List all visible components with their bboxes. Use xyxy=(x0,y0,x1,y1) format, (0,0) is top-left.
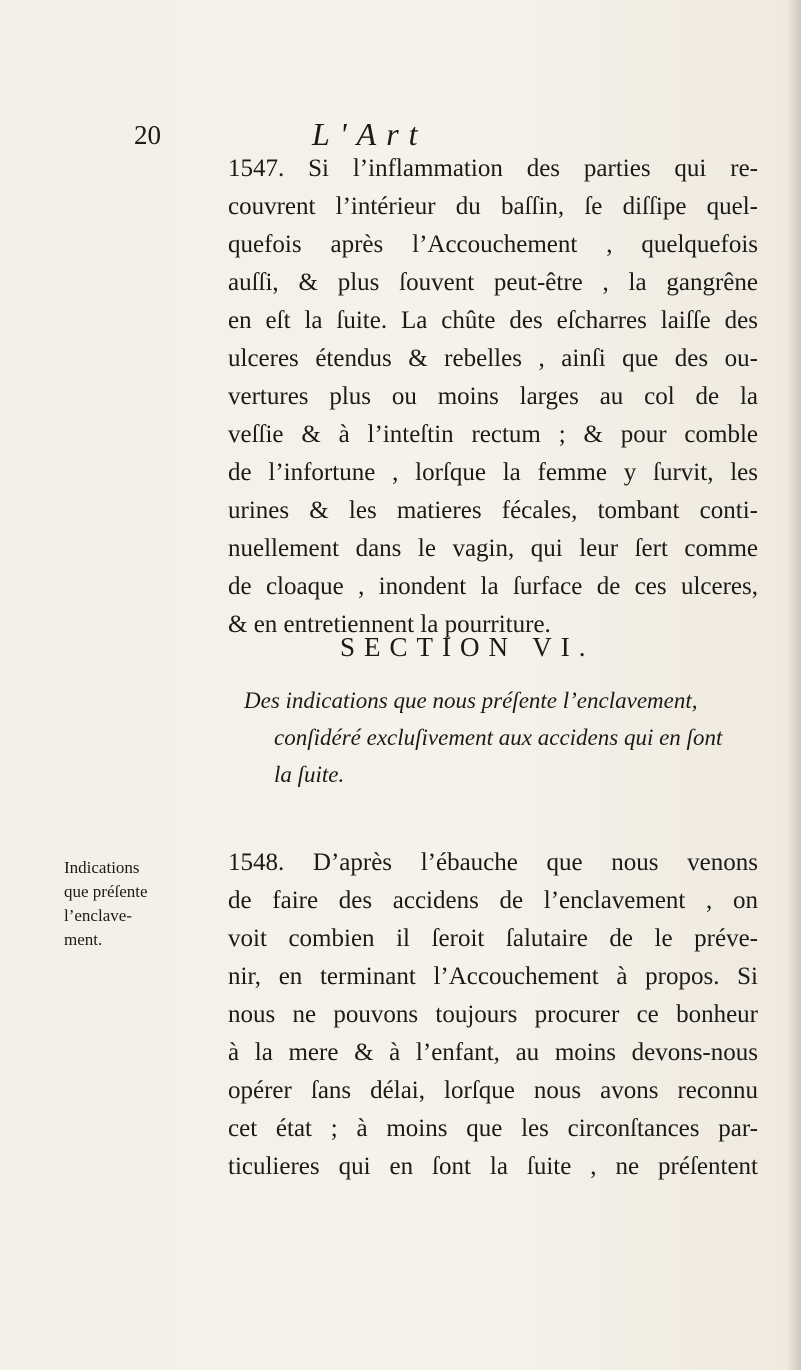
text-line: auſſi, & plus ſouvent peut-être , la gangrêne xyxy=(228,269,758,296)
text-line: couvrent l’intérieur du baſſin, ſe diſſipe quel- xyxy=(228,193,758,220)
text-line: ticulieres qui en ſont la ſuite , ne préſentent xyxy=(228,1153,758,1180)
text-line: de cloaque , inondent la ſurface de ces ulceres, xyxy=(228,573,758,600)
text-line: & en entretiennent la pourriture. xyxy=(228,611,551,638)
text-line: nous ne pouvons toujours procurer ce bonheur xyxy=(228,1001,758,1028)
page-number: 20 xyxy=(134,120,161,150)
text-line: vertures plus ou moins larges au col de la xyxy=(228,383,758,410)
text-line: urines & les matieres fécales, tombant conti- xyxy=(228,497,758,524)
text-line: cet état ; à moins que les circonſtances par- xyxy=(228,1115,758,1142)
text-line: en eſt la ſuite. La chûte des eſcharres laiſſe des xyxy=(228,307,758,334)
section-subtitle xyxy=(244,682,754,793)
text-line: de faire des accidens de l’enclavement , on xyxy=(228,887,758,914)
page-edge-shadow xyxy=(787,0,801,1370)
margin-note-line: Indications xyxy=(64,858,140,877)
paragraph-1547 xyxy=(228,150,758,644)
margin-note xyxy=(64,856,204,952)
margin-note-line: l’enclave- xyxy=(64,906,132,925)
text-line: à la mere & à l’enfant, au moins devons-nous xyxy=(228,1039,758,1066)
text-line: de l’infortune , lorſque la femme y ſurvit, les xyxy=(228,459,758,486)
section-heading: SECTION VI. xyxy=(340,632,595,662)
text-line: opérer ſans délai, lorſque nous avons reconnu xyxy=(228,1077,758,1104)
margin-note-line: ment. xyxy=(64,930,103,949)
text-line: 1548. D’après l’ébauche que nous venons xyxy=(228,849,758,876)
subtitle-line: la ſuite. xyxy=(274,762,345,787)
margin-note-line: que préſente xyxy=(64,882,148,901)
running-title: L'Art xyxy=(312,116,428,152)
text-line: nuellement dans le vagin, qui leur ſert comme xyxy=(228,535,758,562)
subtitle-line: conſidéré excluſivement aux accidens qui en ſont xyxy=(274,725,723,750)
text-line: quefois après l’Accouchement , quelquefois xyxy=(228,231,758,258)
text-line: nir, en terminant l’Accouchement à propos. Si xyxy=(228,963,758,990)
text-line: veſſie & à l’inteſtin rectum ; & pour comble xyxy=(228,421,758,448)
text-line: voit combien il ſeroit ſalutaire de le préve- xyxy=(228,925,758,952)
text-line: 1547. Si l’inflammation des parties qui re- xyxy=(228,155,758,182)
paragraph-1548 xyxy=(228,844,758,1186)
text-line: ulceres étendus & rebelles , ainſi que des ou- xyxy=(228,345,758,372)
subtitle-line: Des indications que nous préſente l’enclavement, xyxy=(244,688,698,713)
